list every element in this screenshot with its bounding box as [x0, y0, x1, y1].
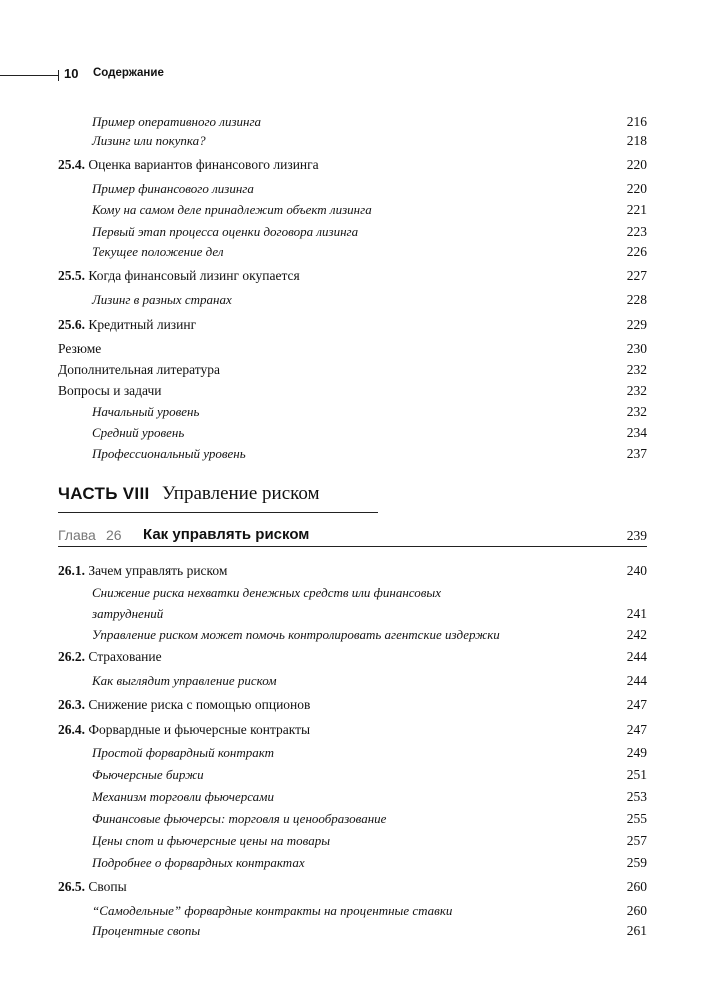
toc-page-number: 257: [626, 833, 647, 848]
toc-section-row: [58, 562, 647, 580]
toc-entry-text: [92, 832, 330, 850]
header-title: Содержание: [93, 67, 164, 79]
toc-entry-row: [58, 788, 647, 806]
toc-page-number: 220: [626, 157, 647, 172]
toc-entry-text: [58, 361, 220, 379]
toc-entry-text: [92, 605, 163, 623]
entry-title: Цены спот и фьючерсные цены на товары: [92, 833, 331, 848]
toc-entry-row: [58, 672, 647, 690]
toc-page-number: 253: [626, 789, 647, 804]
entry-title: Вопросы и задачи: [58, 383, 162, 398]
toc-section-row: [58, 878, 647, 896]
toc-page-number: 237: [626, 446, 647, 461]
toc-page-number: 241: [626, 606, 647, 621]
toc-page-number: 240: [626, 563, 647, 578]
entry-title: Фьючерсные биржи: [92, 767, 204, 782]
toc-entry-text: [92, 201, 372, 219]
toc-entry-text: [58, 648, 162, 666]
entry-title: Начальный уровень: [92, 404, 200, 419]
entry-title: Управление риском может помочь контролировать агентские издержки: [92, 627, 500, 642]
toc-entry-row: [58, 382, 647, 400]
toc-page-number: 228: [626, 292, 647, 307]
toc-page-number: 232: [626, 404, 647, 419]
toc-section-row: [58, 696, 647, 714]
entry-title: Оценка вариантов финансового лизинга: [88, 157, 319, 172]
toc-section-row: [58, 648, 647, 666]
page-number: 10: [64, 66, 79, 81]
toc-entry-text: [92, 223, 358, 241]
entry-title: Кому на самом деле принадлежит объект лизинга: [92, 202, 372, 217]
entry-title: Простой форвардный контракт: [92, 745, 275, 760]
toc-entry-text: [92, 243, 224, 261]
toc-entry-text: [92, 445, 246, 463]
toc-entry-row: [58, 132, 647, 150]
toc-page-number: 244: [626, 649, 647, 664]
entry-title: затруднений: [92, 606, 164, 621]
entry-title: Кредитный лизинг: [88, 317, 197, 332]
header-tick: [58, 70, 59, 81]
toc-section-row: [58, 316, 647, 334]
chapter-number: 26: [106, 527, 122, 543]
toc-entry-row: [58, 180, 647, 198]
toc-entry-text: [92, 902, 452, 920]
entry-title: Средний уровень: [92, 425, 185, 440]
toc-entry-row: [58, 424, 647, 442]
toc-section-row: [58, 156, 647, 174]
toc-entry-row: [58, 832, 647, 850]
section-number: 26.3.: [58, 697, 85, 712]
entry-title: Форвардные и фьючерсные контракты: [88, 722, 311, 737]
entry-title: Резюме: [58, 341, 102, 356]
toc-entry-row: [58, 922, 647, 940]
toc-entry-row: [58, 766, 647, 784]
chapter-label: Глава: [58, 527, 96, 543]
part-heading: [58, 484, 378, 513]
toc-page-number: 260: [626, 903, 647, 918]
section-number: 26.2.: [58, 649, 85, 664]
toc-entry-text: [92, 922, 200, 940]
section-number: 25.5.: [58, 268, 85, 283]
entry-title: Первый этап процесса оценки договора лизинга: [92, 224, 359, 239]
entry-title: Пример финансового лизинга: [92, 181, 254, 196]
toc-entry-text: [58, 382, 162, 400]
toc-entry-text: [58, 316, 196, 334]
toc-page-number: 232: [626, 383, 647, 398]
toc-page-number: 260: [626, 879, 647, 894]
toc-page-number: 216: [626, 114, 647, 129]
entry-title: Дополнительная литература: [58, 362, 220, 377]
toc-page-number: 223: [626, 224, 647, 239]
toc-entry-text: [92, 132, 206, 150]
chapter-heading: [58, 526, 647, 547]
entry-title: Как выглядит управление риском: [92, 673, 277, 688]
toc-page-number: 226: [626, 244, 647, 259]
running-header: [0, 66, 704, 86]
entry-title: Текущее положение дел: [92, 244, 224, 259]
toc-section-row: [58, 721, 647, 739]
toc-entry-row: [58, 854, 647, 872]
entry-title: Пример оперативного лизинга: [92, 114, 262, 129]
toc-entry-row: [58, 902, 647, 920]
toc-page-number: 251: [626, 767, 647, 782]
toc-entry-row: [58, 113, 647, 131]
toc-entry-row: [58, 243, 647, 261]
chapter-title: Как управлять риском: [143, 526, 310, 543]
section-number: 25.6.: [58, 317, 85, 332]
toc-page-number: 244: [626, 673, 647, 688]
toc-page-number: 247: [626, 722, 647, 737]
entry-title: Механизм торговли фьючерсами: [92, 789, 274, 804]
entry-title: Лизинг в разных странах: [92, 292, 232, 307]
toc-entry-text: [58, 340, 101, 358]
entry-title: Снижение риска с помощью опционов: [88, 697, 311, 712]
entry-title: Подробнее о форвардных контрактах: [92, 855, 305, 870]
toc-page-number: 255: [626, 811, 647, 826]
toc-entry-text: [92, 854, 305, 872]
section-number: 26.4.: [58, 722, 85, 737]
part-label: ЧАСТЬ VIII: [58, 484, 150, 503]
toc-entry-row: [58, 584, 647, 602]
toc-page-number: 230: [626, 341, 647, 356]
toc-page-number: 247: [626, 697, 647, 712]
toc-entry-text: [92, 291, 232, 309]
section-number: 25.4.: [58, 157, 85, 172]
toc-section-row: [58, 267, 647, 285]
entry-title: Процентные свопы: [92, 923, 201, 938]
entry-title: Профессиональный уровень: [92, 446, 246, 461]
toc-entry-row: [58, 361, 647, 379]
entry-title: Снижение риска нехватки денежных средств или финансовых: [92, 585, 441, 600]
toc-page-number: 249: [626, 745, 647, 760]
entry-title: Зачем управлять риском: [88, 563, 228, 578]
toc-entry-text: [92, 584, 441, 602]
toc-page-number: 259: [626, 855, 647, 870]
entry-title: “Самодельные” форвардные контракты на процентные ставки: [92, 903, 453, 918]
toc-entry-text: [58, 156, 319, 174]
toc-entry-text: [58, 721, 310, 739]
toc-entry-text: [92, 113, 261, 131]
header-rule: [0, 75, 58, 76]
toc-entry-text: [92, 788, 274, 806]
entry-title: Лизинг или покупка?: [92, 133, 206, 148]
toc-page-number: 242: [626, 627, 647, 642]
toc-page-number: 234: [626, 425, 647, 440]
toc-entry-text: [92, 744, 274, 762]
entry-title: Свопы: [88, 879, 127, 894]
toc-entry-row: [58, 201, 647, 219]
toc-entry-row: [58, 810, 647, 828]
toc-page-number: 220: [626, 181, 647, 196]
toc-entry-text: [92, 424, 184, 442]
toc-entry-row: [58, 403, 647, 421]
toc-entry-row: [58, 605, 647, 623]
toc-entry-text: [92, 403, 199, 421]
section-number: 26.1.: [58, 563, 85, 578]
entry-title: Страхование: [88, 649, 162, 664]
toc-entry-row: [58, 744, 647, 762]
toc-entry-text: [92, 180, 254, 198]
toc-page-number: 218: [626, 133, 647, 148]
toc-entry-text: [92, 626, 500, 644]
toc-entry-text: [58, 562, 227, 580]
toc-entry-row: [58, 223, 647, 241]
toc-page-number: 221: [626, 202, 647, 217]
toc-page-number: 229: [626, 317, 647, 332]
toc-entry-text: [92, 672, 277, 690]
toc-entry-text: [58, 878, 127, 896]
chapter-page: 239: [626, 528, 647, 543]
toc-entry-row: [58, 291, 647, 309]
toc-entry-row: [58, 626, 647, 644]
entry-title: Финансовые фьючерсы: торговля и ценообразование: [92, 811, 387, 826]
toc-entry-text: [58, 267, 300, 285]
toc-entry-text: [92, 810, 386, 828]
toc-entry-text: [58, 696, 310, 714]
toc-page-number: 261: [626, 923, 647, 938]
section-number: 26.5.: [58, 879, 85, 894]
toc-entry-text: [92, 766, 204, 784]
toc-entry-row: [58, 340, 647, 358]
toc-page-number: 227: [626, 268, 647, 283]
entry-title: Когда финансовый лизинг окупается: [88, 268, 300, 283]
toc-entry-row: [58, 445, 647, 463]
part-title: Управление риском: [162, 483, 320, 504]
toc-page-number: 232: [626, 362, 647, 377]
